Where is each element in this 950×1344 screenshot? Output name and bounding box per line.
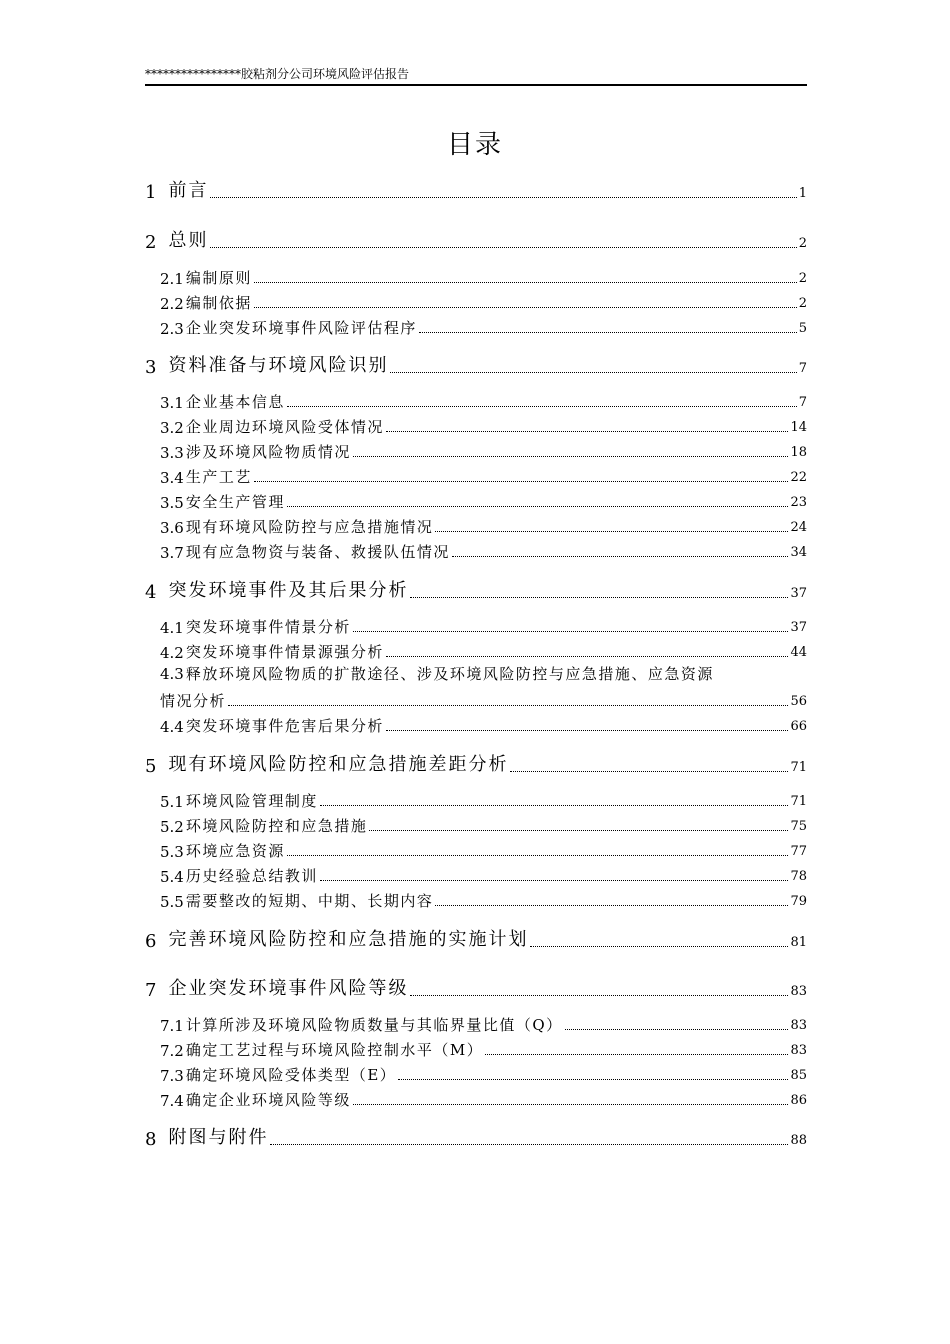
toc-entry-title: 前言 — [168, 180, 209, 201]
toc-subentry[interactable] — [160, 1013, 807, 1035]
toc-entry-number: 3 — [145, 357, 159, 378]
toc-subentry[interactable] — [160, 291, 807, 313]
toc-entry-number: 3.6 — [160, 519, 184, 537]
toc-leader-dots — [530, 946, 788, 947]
toc-leader-dots — [287, 506, 789, 507]
toc-subentry[interactable] — [160, 266, 807, 288]
toc-entry-title: 计算所涉及环境风险物质数量与其临界量比值（Q） — [185, 1016, 563, 1034]
toc-entry-page: 79 — [790, 894, 807, 909]
toc-entry-page: 23 — [790, 495, 807, 510]
toc-entry-title: 现有环境风险防控与应急措施情况 — [185, 518, 434, 536]
toc-entry-page: 88 — [790, 1133, 807, 1148]
toc-leader-dots — [565, 1029, 789, 1030]
toc-leader-dots — [254, 481, 789, 482]
toc-entry-number: 8 — [145, 1129, 159, 1150]
toc-entry-number: 1 — [145, 182, 159, 203]
toc-entry-page: 81 — [790, 935, 807, 950]
toc-entry-title: 确定环境风险受体类型（E） — [185, 1066, 397, 1084]
toc-leader-dots — [254, 307, 797, 308]
toc-entry-number: 2 — [145, 232, 159, 253]
toc-entry-title: 环境风险防控和应急措施 — [185, 817, 368, 835]
toc-leader-dots — [510, 771, 788, 772]
toc-entry[interactable] — [145, 577, 807, 603]
toc-entry-title: 环境风险管理制度 — [185, 792, 318, 810]
toc-entry-number: 4.2 — [160, 644, 184, 662]
toc-entry-number: 2.3 — [160, 320, 184, 338]
toc-leader-dots — [398, 1079, 788, 1080]
toc-entry-number: 7.2 — [160, 1042, 184, 1060]
toc-leader-dots — [369, 830, 788, 831]
toc-entry-number: 3.3 — [160, 444, 184, 462]
toc-entry[interactable] — [145, 227, 807, 253]
toc-entry-number: 5.2 — [160, 818, 184, 836]
toc-subentry[interactable] — [160, 316, 807, 338]
toc-entry-number: 5.4 — [160, 868, 184, 886]
toc-entry-page: 7 — [798, 395, 807, 410]
toc-entry[interactable] — [145, 1124, 807, 1150]
toc-entry-page: 75 — [790, 819, 807, 834]
toc-leader-dots — [210, 247, 796, 248]
toc-entry-number: 5.5 — [160, 893, 184, 911]
toc-entry-page: 2 — [798, 236, 807, 251]
toc-entry-number: 3.4 — [160, 469, 184, 487]
toc-entry-page: 7 — [798, 361, 807, 376]
toc-subentry[interactable] — [160, 615, 807, 637]
toc-entry-number: 5.3 — [160, 843, 184, 861]
toc-leader-dots — [210, 197, 796, 198]
toc-subentry[interactable] — [160, 440, 807, 462]
toc-entry-number: 3.2 — [160, 419, 184, 437]
toc-entry-number: 7.3 — [160, 1067, 184, 1085]
toc-leader-dots — [410, 995, 788, 996]
toc-subentry[interactable] — [160, 415, 807, 437]
toc-leader-dots — [320, 805, 789, 806]
toc-entry-title: 企业基本信息 — [185, 393, 285, 411]
toc-entry-page: 1 — [798, 186, 807, 201]
toc-entry-number: 2.1 — [160, 270, 184, 288]
toc-entry-title: 历史经验总结教训 — [185, 867, 318, 885]
toc-entry-title: 生产工艺 — [185, 468, 252, 486]
toc-entry-page: 22 — [790, 470, 807, 485]
toc-entry-number: 3.7 — [160, 544, 184, 562]
toc-entry[interactable] — [145, 975, 807, 1001]
toc-entry-page: 77 — [790, 844, 807, 859]
toc-entry-title: 完善环境风险防控和应急措施的实施计划 — [168, 929, 529, 950]
toc-subentry[interactable] — [160, 789, 807, 811]
toc-entry-number: 5 — [145, 756, 159, 777]
toc-entry-number: 4.3 — [160, 665, 184, 683]
toc-entry-title: 环境应急资源 — [185, 842, 285, 860]
toc-subentry[interactable] — [160, 889, 807, 911]
toc-entry-number: 3.1 — [160, 394, 184, 412]
toc-subentry[interactable] — [160, 814, 807, 836]
toc-subentry[interactable] — [160, 1038, 807, 1060]
toc-entry-number: 3.5 — [160, 494, 184, 512]
toc-leader-dots — [320, 880, 789, 881]
toc-subentry[interactable] — [160, 465, 807, 487]
toc-leader-dots — [353, 631, 789, 632]
toc-leader-dots — [410, 597, 788, 598]
toc-entry-number: 4.1 — [160, 619, 184, 637]
toc-subentry[interactable] — [160, 839, 807, 861]
toc-subentry[interactable] — [160, 390, 807, 412]
toc-entry-page: 83 — [790, 984, 807, 999]
toc-entry-number: 4.4 — [160, 718, 184, 736]
toc-entry-title: 涉及环境风险物质情况 — [185, 443, 351, 461]
toc-entry-title: 编制依据 — [185, 294, 252, 312]
toc-subentry[interactable] — [160, 640, 807, 662]
header-rule — [145, 84, 807, 86]
toc-entry-page: 14 — [790, 420, 807, 435]
toc-leader-dots — [390, 372, 796, 373]
toc-leader-dots — [452, 556, 789, 557]
toc-subentry[interactable] — [160, 540, 807, 562]
toc-entry-number: 7 — [145, 980, 159, 1001]
toc-entry-page: 37 — [790, 620, 807, 635]
toc-entry[interactable] — [145, 751, 807, 777]
toc-entry-title: 突发环境事件危害后果分析 — [185, 717, 384, 735]
toc-entry-title: 企业突发环境事件风险等级 — [168, 978, 409, 999]
toc-entry-page: 2 — [798, 271, 807, 286]
toc-entry-page: 2 — [798, 296, 807, 311]
toc-subentry[interactable] — [160, 490, 807, 512]
toc-leader-dots — [386, 656, 789, 657]
toc-entry-page: 37 — [790, 586, 807, 601]
toc-subentry[interactable] — [160, 1063, 807, 1085]
toc-entry-number: 6 — [145, 931, 159, 952]
toc-entry-title: 企业突发环境事件风险评估程序 — [185, 319, 417, 337]
toc-entry-page: 18 — [790, 445, 807, 460]
toc-entry-page: 66 — [790, 719, 807, 734]
toc-leader-dots — [353, 1104, 789, 1105]
toc-leader-dots — [435, 905, 788, 906]
toc-entry-title: 安全生产管理 — [185, 493, 285, 511]
toc-entry-title: 确定工艺过程与环境风险控制水平（M） — [185, 1041, 484, 1059]
toc-leader-dots — [287, 855, 789, 856]
toc-entry-page: 24 — [790, 520, 807, 535]
toc-title: 目录 — [446, 130, 503, 160]
toc-entry-title-continued: 情况分析 — [160, 692, 227, 710]
toc-leader-dots — [419, 332, 797, 333]
toc-entry-number: 7.1 — [160, 1017, 184, 1035]
toc-entry-title: 附图与附件 — [168, 1127, 269, 1148]
toc-subentry[interactable] — [160, 864, 807, 886]
toc-entry-number: 5.1 — [160, 793, 184, 811]
toc-entry-page: 83 — [790, 1043, 807, 1058]
toc-leader-dots — [254, 282, 797, 283]
toc-entry-title: 资料准备与环境风险识别 — [168, 355, 389, 376]
toc-leader-dots — [435, 531, 788, 532]
toc-entry-page: 71 — [790, 794, 807, 809]
toc-entry-title: 突发环境事件情景分析 — [185, 618, 351, 636]
toc-subentry[interactable] — [160, 515, 807, 537]
toc-entry-page: 83 — [790, 1018, 807, 1033]
toc-entry-title: 需要整改的短期、中期、长期内容 — [185, 892, 434, 910]
toc-leader-dots — [270, 1144, 788, 1145]
toc-entry-number: 2.2 — [160, 295, 184, 313]
toc-leader-dots — [228, 705, 788, 706]
toc-entry-title: 释放环境风险物质的扩散途径、涉及环境风险防控与应急措施、应急资源 — [185, 665, 714, 683]
toc-entry-page: 71 — [790, 760, 807, 775]
toc-subentry[interactable] — [160, 1088, 807, 1110]
toc-entry-page: 56 — [790, 694, 807, 709]
toc-entry-title: 突发环境事件情景源强分析 — [185, 643, 384, 661]
toc-entry-title: 企业周边环境风险受体情况 — [185, 418, 384, 436]
toc-entry-page: 85 — [790, 1068, 807, 1083]
toc-leader-dots — [353, 456, 789, 457]
toc-subentry[interactable] — [160, 714, 807, 736]
toc-entry-number: 4 — [145, 582, 159, 603]
toc-leader-dots — [386, 730, 789, 731]
toc-entry[interactable] — [145, 177, 807, 203]
toc-entry-page: 86 — [790, 1093, 807, 1108]
toc-subentry-continuation[interactable] — [160, 689, 807, 711]
toc-entry-title: 现有应急物资与装备、救援队伍情况 — [185, 543, 450, 561]
toc-entry-page: 34 — [790, 545, 807, 560]
toc-subentry-wrapped[interactable] — [160, 664, 807, 684]
toc-entry-page: 78 — [790, 869, 807, 884]
toc-entry[interactable] — [145, 352, 807, 378]
toc-entry-title: 总则 — [168, 230, 209, 251]
toc-entry[interactable] — [145, 926, 807, 952]
page-header: ****************胶粘剂分公司环境风险评估报告 — [145, 67, 410, 81]
toc-entry-title: 编制原则 — [185, 269, 252, 287]
toc-leader-dots — [287, 406, 797, 407]
toc-entry-title: 现有环境风险防控和应急措施差距分析 — [168, 754, 509, 775]
toc-entry-page: 5 — [798, 321, 807, 336]
toc-entry-page: 44 — [790, 645, 807, 660]
toc-entry-number: 7.4 — [160, 1092, 184, 1110]
toc-leader-dots — [386, 431, 789, 432]
toc-leader-dots — [485, 1054, 788, 1055]
toc-entry-title: 确定企业环境风险等级 — [185, 1091, 351, 1109]
toc-entry-title: 突发环境事件及其后果分析 — [168, 580, 409, 601]
